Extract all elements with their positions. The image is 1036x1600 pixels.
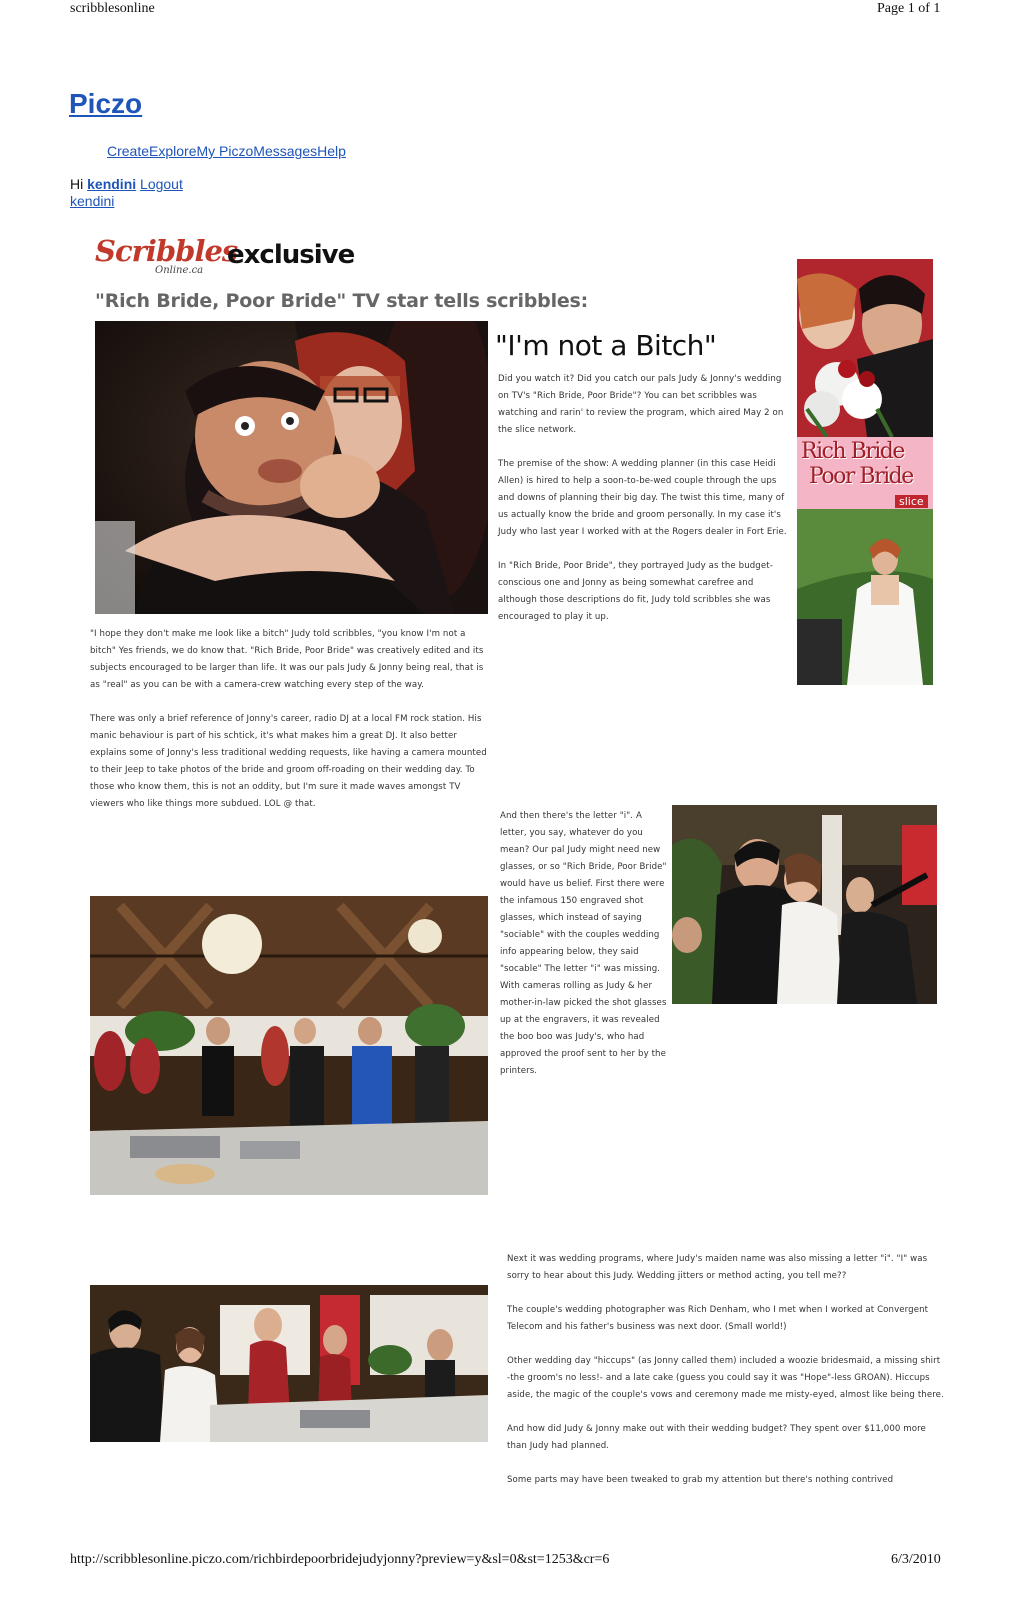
article-headline: "I'm not a Bitch" — [495, 329, 717, 362]
photo-first-dance — [90, 1285, 488, 1442]
article-bottom-col — [507, 1251, 945, 1506]
print-header-page: Page 1 of 1 — [877, 1, 941, 16]
bottom-paragraph-5: Some parts may have been tweaked to grab my attention but there's nothing contrived — [507, 1475, 894, 1485]
greeting-text: Hi — [70, 176, 84, 192]
nav-my-piczo-link[interactable]: My Piczo — [196, 143, 254, 159]
profile-link[interactable]: kendini — [70, 193, 115, 209]
logout-link[interactable]: Logout — [140, 176, 183, 192]
print-header-site: scribblesonline — [70, 1, 155, 16]
promo-network-badge: slice — [895, 495, 928, 508]
intro-paragraph-2: The premise of the show: A wedding planner (in this case Heidi Allen) is hired to help a soon-to-be-wed couple through the ups and downs of planning their big day. The twist this time, many of us actually know the bride and groom personally. In my case it's Judy who last year I worked with at the Rogers dealer in Fort Erie. — [498, 459, 787, 537]
promo-title-2: Poor Bride — [809, 464, 913, 489]
scribbles-logo — [95, 234, 238, 282]
article-middle-col — [500, 808, 668, 1097]
scribbles-logo-sub: Online.ca — [155, 265, 204, 276]
user-bar — [70, 176, 183, 192]
photo-first-dance-image — [90, 1285, 488, 1442]
photo-rich-bride-promo — [797, 259, 933, 685]
username-link[interactable]: kendini — [87, 176, 137, 192]
article-left-col — [90, 626, 492, 830]
print-footer-date: 6/3/2010 — [891, 1552, 941, 1567]
piczo-logo-link[interactable]: Piczo — [69, 88, 143, 119]
intro-paragraph-3: In "Rich Bride, Poor Bride", they portrayed Judy as the budget-conscious one and Jonny as being somewhat carefree and although those descriptions do fit, Judy told scribbles she was encouraged to play it up. — [498, 561, 773, 622]
photo-kiss-piper-image — [672, 805, 937, 1004]
left-paragraph-1: "I hope they don't make me look like a bitch" Judy told scribbles, "you know I'm not a bitch" Yes friends, we do know that. "Rich Bride, Poor Bride" was creatively edited and its subjects encouraged to be larger than life. It was our pals Judy & Jonny being real, that is as "real" as you can be with a camera-crew watching every step of the way. — [90, 629, 484, 690]
photo-kiss-piper — [672, 805, 937, 1004]
nav-explore-link[interactable]: Explore — [149, 143, 197, 159]
bottom-paragraph-1: Next it was wedding programs, where Judy's maiden name was also missing a letter "i". "I" was sorry to hear about this Judy. Wedding jitters or method acting, you tell me?? — [507, 1254, 928, 1281]
bottom-paragraph-2: The couple's wedding photographer was Rich Denham, who I met when I worked at Convergent Telecom and his father's business was next door. (Small world!) — [507, 1305, 929, 1332]
nav-help-link[interactable]: Help — [317, 143, 346, 159]
nav-create-link[interactable]: Create — [107, 143, 150, 159]
intro-paragraph-1: Did you watch it? Did you catch our pals Judy & Jonny's wedding on TV's "Rich Bride, Poor Bride"? You can bet scribbles was watching and rarin' to review the program, which aired May 2 on the slice network. — [498, 374, 784, 435]
exclusive-label: exclusive — [227, 240, 355, 270]
left-paragraph-2: There was only a brief reference of Jonny's career, radio DJ at a local FM rock station. His manic behaviour is part of his schtick, it's what makes him a great DJ. It also better explains some of Jonny's less traditional wedding requests, like having a camera mounted to their Jeep to take photos of the bride and groom off-roading on their wedding day. To those who know them, this is not an oddity, but I'm sure it made waves amongst TV viewers who like things more subdued. LOL @ that. — [90, 714, 487, 809]
article-intro-col — [498, 371, 790, 643]
bottom-paragraph-4: And how did Judy & Jonny make out with their wedding budget? They spent over $11,000 more than Judy had planned. — [507, 1424, 926, 1451]
nav-messages-link[interactable]: Messages — [253, 143, 318, 159]
print-footer-url: http://scribblesonline.piczo.com/richbirdepoorbridejudyjonny?preview=y&sl=0&st=1253&cr=6 — [70, 1552, 610, 1567]
piczo-nav — [107, 143, 346, 159]
photo-reception-barn-image — [90, 896, 488, 1195]
photo-jonny-judy-image — [95, 321, 488, 614]
photo-reception-barn — [90, 896, 488, 1195]
article-subtitle: "Rich Bride, Poor Bride" TV star tells scribbles: — [95, 290, 589, 312]
photo-jonny-judy — [95, 321, 488, 614]
middle-paragraph-1: And then there's the letter "i". A letter, you say, whatever do you mean? Our pal Judy might need new glasses, or so "Rich Bride, Poor Bride" would have us belief. First there were the infamous 150 engraved shot glasses, which instead of saying "sociable" with the couples wedding info appearing below, they said "socable" The letter "i" was missing. With cameras rolling as Judy & her mother-in-law picked the shot glasses up at the engravers, it was revealed the boo boo was Judy's, who had approved the proof sent to her by the printers. — [500, 811, 667, 1076]
scribbles-logo-text: Scribbles — [95, 234, 238, 268]
promo-title-1: Rich Bride — [801, 439, 904, 464]
bottom-paragraph-3: Other wedding day "hiccups" (as Jonny called them) included a woozie bridesmaid, a missing shirt -the groom's no less!- and a late cake (guess you could say it was "Hope"-less GROAN). Hiccups aside, the magic of the couple's vows and ceremony made me misty-eyed, almost like being there. — [507, 1356, 944, 1400]
